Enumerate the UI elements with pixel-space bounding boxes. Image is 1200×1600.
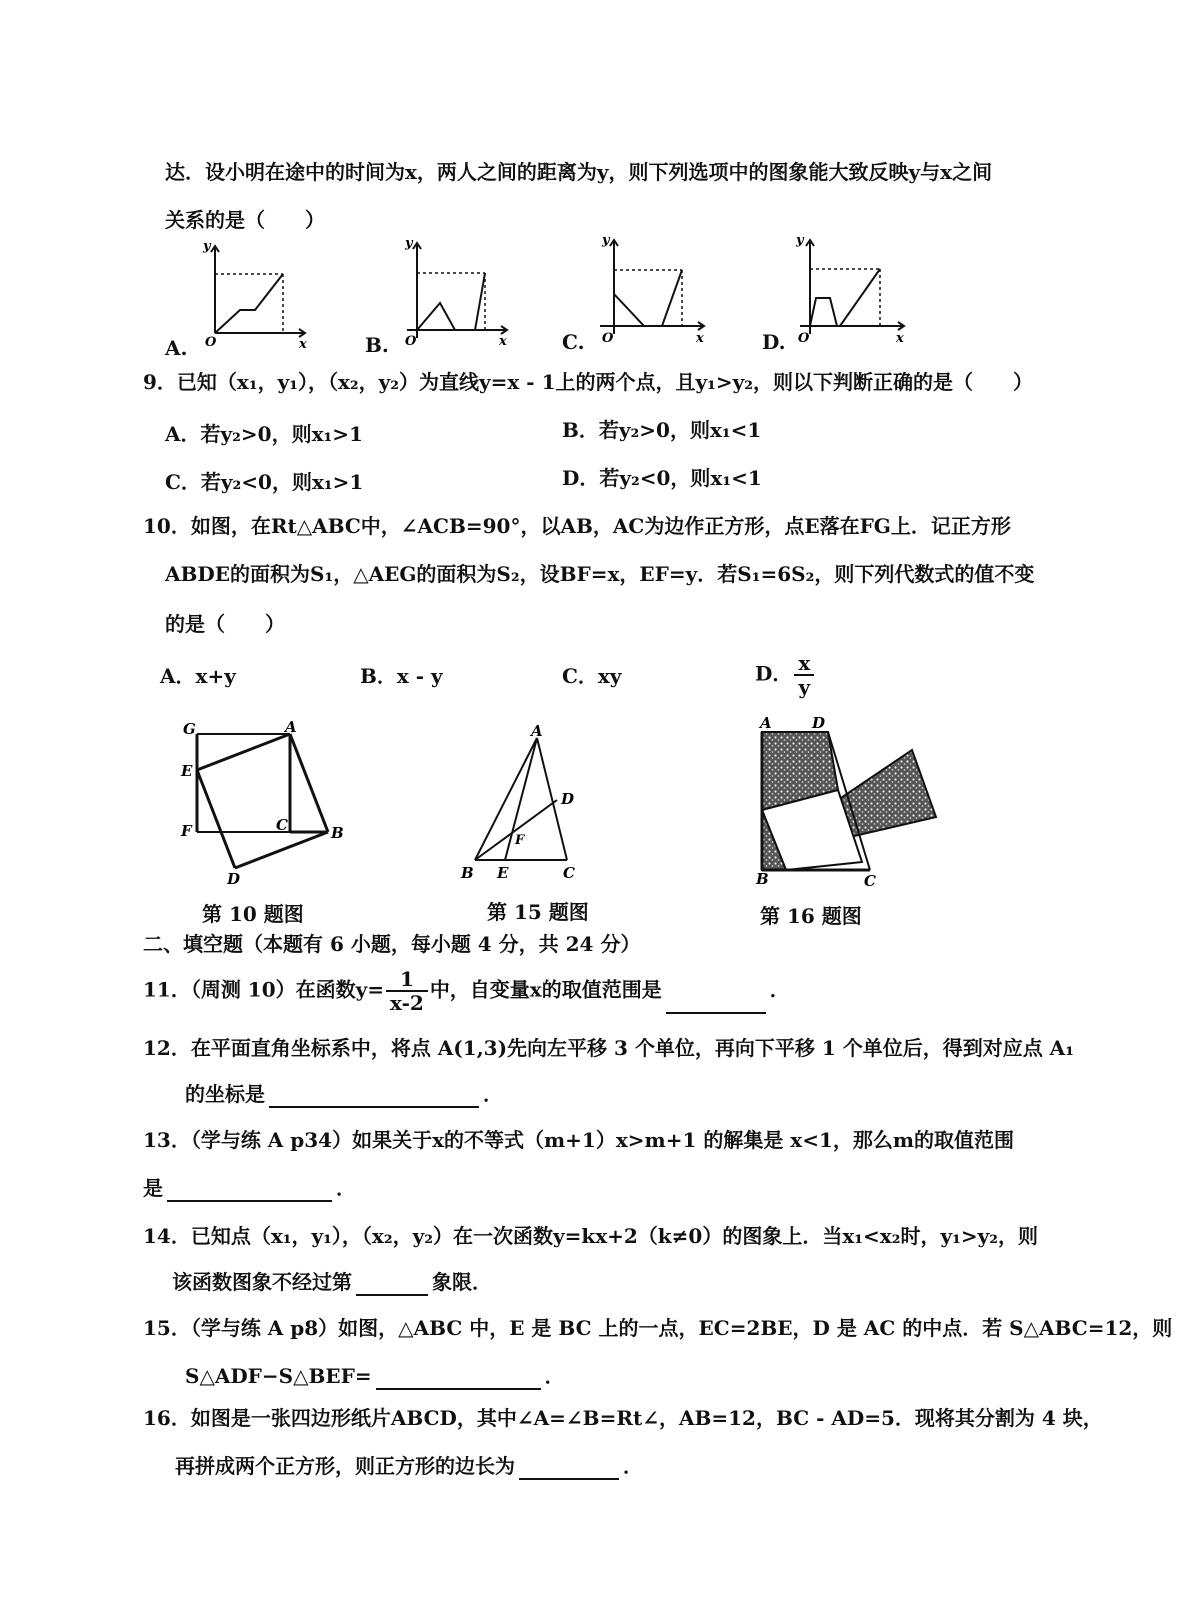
fig10-label-f: F	[181, 822, 192, 840]
figure-15	[455, 720, 605, 890]
graph-d-origin: O	[798, 331, 810, 346]
graph-d-letter: D.	[762, 330, 786, 354]
fig10-caption: 第 10 题图	[202, 902, 304, 926]
fig16-label-d: D	[812, 714, 826, 732]
fig10-label-g: G	[183, 720, 196, 738]
graph-a	[195, 238, 315, 358]
graph-a-x-label: x	[299, 337, 307, 352]
graph-a-letter: A.	[165, 336, 188, 360]
q9-option-a: A．若y₂>0，则x₁>1	[165, 422, 363, 446]
q10-option-a: A．x+y	[160, 664, 236, 688]
fig15-label-e: E	[497, 864, 509, 882]
q16-prefix: 再拼成两个正方形，则正方形的边长为	[175, 1454, 515, 1478]
q8-line2: 关系的是（ ）	[165, 208, 325, 232]
q11-den: x-2	[390, 991, 424, 1015]
fig10-label-e: E	[181, 762, 193, 780]
q10-option-d-den: y	[798, 675, 811, 699]
graph-b-y-label: y	[405, 236, 413, 251]
q13-line2	[143, 1174, 356, 1202]
q10-option-b: B．x - y	[360, 664, 443, 688]
q9-option-b: B．若y₂>0，则x₁<1	[562, 418, 762, 442]
q9-stem: 9．已知（x₁，y₁），（x₂，y₂）为直线y=x - 1上的两个点，且y₁>y₂，则以下判断正确的是（ ）	[143, 370, 1034, 394]
graph-d-y-label: y	[796, 233, 804, 248]
fig10-label-d: D	[227, 870, 241, 888]
q9-option-c: C．若y₂<0，则x₁>1	[165, 470, 364, 494]
graph-c-letter: C.	[562, 330, 585, 354]
q15-answer-blank[interactable]	[376, 1368, 541, 1390]
q10-option-d	[755, 652, 816, 698]
q10-line1: 10．如图，在Rt△ABC中，∠ACB=90°，以AB，AC为边作正方形，点E落在FG上．记正方形	[143, 514, 1011, 538]
q14-answer-blank[interactable]	[356, 1274, 428, 1296]
graph-c-y-label: y	[602, 233, 610, 248]
graph-a-origin: O	[205, 335, 217, 350]
q9-option-d: D．若y₂<0，则x₁<1	[562, 466, 762, 490]
q10-option-d-num: x	[794, 652, 814, 676]
q12-end: ．	[483, 1082, 503, 1106]
q11-fraction	[386, 968, 428, 1014]
q16-answer-blank[interactable]	[519, 1458, 619, 1480]
fig10-label-a: A	[285, 718, 297, 736]
q12-line2	[185, 1080, 503, 1108]
graph-b-letter: B.	[365, 333, 389, 357]
q12-prefix: 的坐标是	[185, 1082, 265, 1106]
q14-line2	[172, 1268, 492, 1296]
q10-line2: ABDE的面积为S₁，△AEG的面积为S₂，设BF=x，EF=y．若S₁=6S₂，则下列代数式的值不变	[165, 562, 1035, 586]
q15-end: ．	[544, 1364, 565, 1388]
q13-end: ．	[336, 1176, 356, 1200]
q11-prefix: 11．（周测 10）在函数y=	[143, 977, 385, 1002]
fig15-label-c: C	[563, 864, 575, 882]
q16-line2	[175, 1452, 643, 1480]
fig16-caption: 第 16 题图	[760, 904, 862, 928]
fig16-label-c: C	[864, 872, 876, 890]
q11-answer-blank[interactable]	[666, 992, 766, 1014]
q11-num: 1	[386, 968, 428, 992]
fig15-label-d: D	[561, 790, 575, 808]
q11-end: ．	[769, 977, 790, 1002]
graph-c-x-label: x	[696, 331, 704, 346]
graph-c-origin: O	[602, 331, 614, 346]
fig15-label-f: F	[515, 833, 525, 848]
q13-line1: 13．（学与练 A p34）如果关于x的不等式（m+1）x>m+1 的解集是 x<1，那么m的取值范围	[143, 1128, 1015, 1152]
fig16-label-a: A	[760, 714, 772, 732]
fig10-label-b: B	[331, 824, 344, 842]
fig15-caption: 第 15 题图	[487, 900, 589, 924]
q14-prefix: 该函数图象不经过第	[172, 1270, 352, 1294]
graph-a-y-label: y	[203, 239, 211, 254]
q14-end: 象限．	[432, 1270, 492, 1294]
q16-line1: 16．如图是一张四边形纸片ABCD，其中∠A=∠B=Rt∠，AB=12，BC - AD=5．现将其分割为 4 块，	[143, 1406, 1103, 1430]
q13-answer-blank[interactable]	[167, 1180, 332, 1202]
figure-10	[175, 720, 355, 890]
q10-option-d-fraction	[794, 652, 814, 698]
section2-header: 二、填空题（本题有 6 小题，每小题 4 分，共 24 分）	[143, 932, 641, 956]
fig15-label-a: A	[531, 722, 543, 740]
q11-suffix: 中，自变量x的取值范围是	[429, 977, 662, 1002]
q16-end: ．	[623, 1454, 643, 1478]
q15-line1: 15．（学与练 A p8）如图，△ABC 中，E 是 BC 上的一点，EC=2BE，D 是 AC 的中点．若 S△ABC=12，则	[143, 1316, 1173, 1340]
graph-c	[592, 232, 712, 352]
q8-line1: 达．设小明在途中的时间为x，两人之间的距离为y，则下列选项中的图象能大致反映y与x之间	[165, 160, 993, 184]
q13-prefix: 是	[143, 1176, 163, 1200]
q15-prefix: S△ADF−S△BEF=	[185, 1364, 372, 1388]
q10-option-c: C．xy	[562, 664, 622, 688]
q10-option-d-letter: D．	[755, 661, 793, 686]
graph-b	[395, 235, 515, 355]
graph-b-x-label: x	[499, 334, 507, 349]
fig16-label-b: B	[756, 870, 769, 888]
q14-line1: 14．已知点（x₁，y₁），（x₂，y₂）在一次函数y=kx+2（k≠0）的图象上．当x₁<x₂时，y₁>y₂，则	[143, 1224, 1038, 1248]
figure-16	[750, 712, 950, 892]
q12-answer-blank[interactable]	[269, 1086, 479, 1108]
q11	[143, 968, 790, 1018]
q10-line3: 的是（ ）	[165, 612, 285, 636]
graph-d	[792, 232, 912, 352]
fig10-label-c: C	[276, 816, 288, 834]
q12-line1: 12．在平面直角坐标系中，将点 A(1,3)先向左平移 3 个单位，再向下平移 1 个单位后，得到对应点 A₁	[143, 1036, 1074, 1060]
q15-line2	[185, 1362, 565, 1390]
graph-b-origin: O	[405, 334, 417, 349]
graph-d-x-label: x	[896, 331, 904, 346]
fig15-label-b: B	[461, 864, 474, 882]
